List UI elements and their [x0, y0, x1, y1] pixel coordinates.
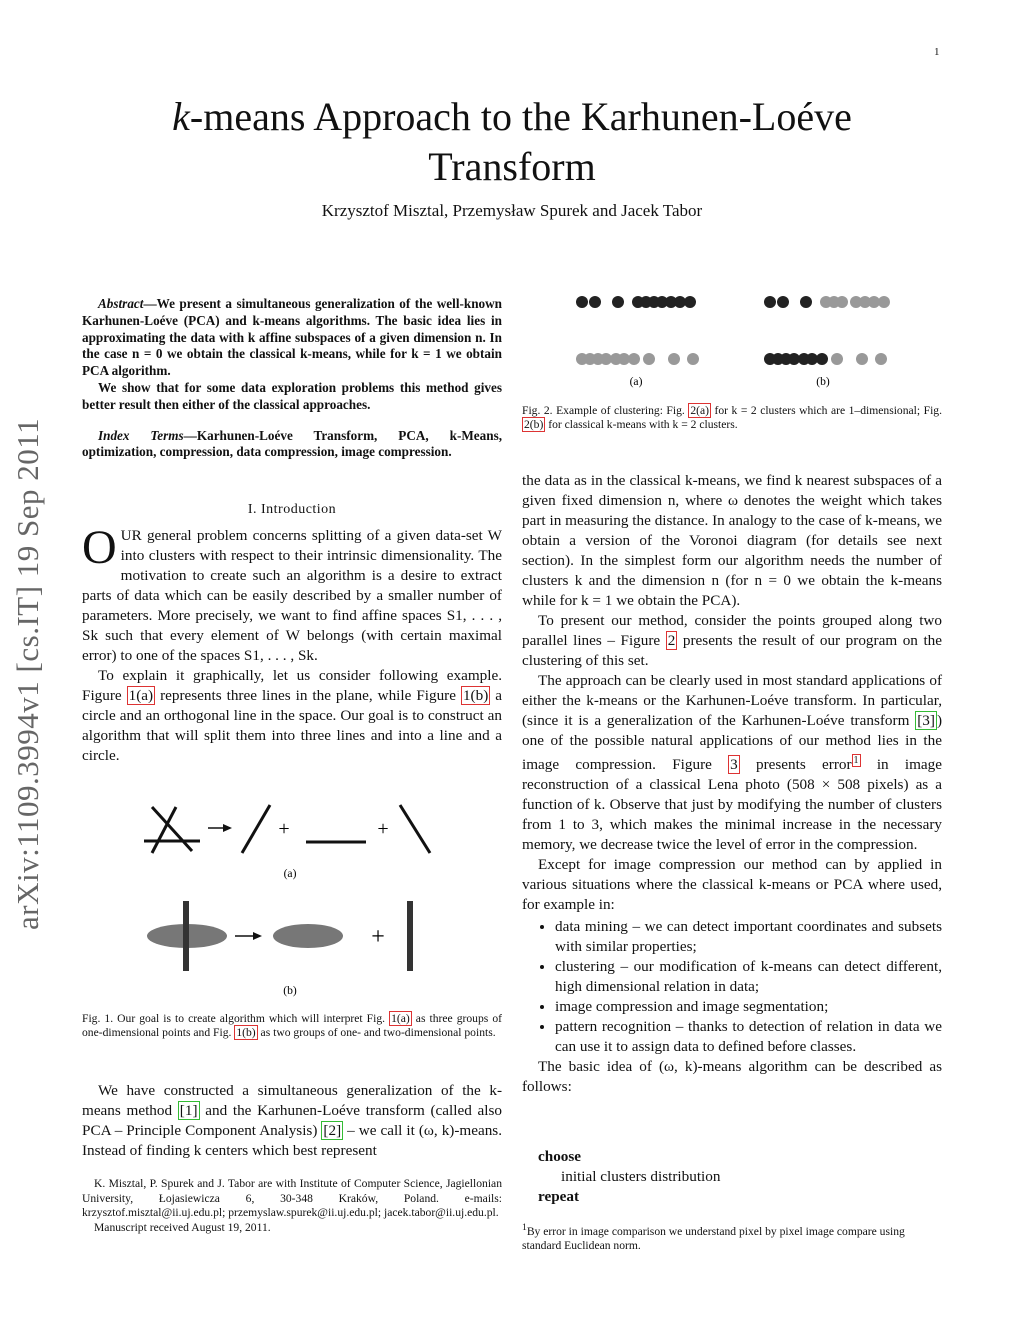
authors: Krzysztof Misztal, Przemysław Spurek and Jacek Tabor: [321, 201, 703, 220]
fig1a-arrow-head: [223, 824, 232, 832]
abstract-text-2: We show that for some data exploration problems this method gives better result then either of the classical approaches.: [82, 379, 502, 412]
fig1a-split-line-3: [400, 805, 430, 853]
fig1a-plus-2: +: [377, 818, 389, 840]
fig1-label-a: (a): [283, 867, 297, 880]
fig1b-plus: +: [371, 924, 385, 950]
fig-ref-1a[interactable]: 1(a): [128, 687, 154, 704]
intro-continued: [82, 1081, 502, 1161]
fig1a-split-line-1: [242, 805, 270, 853]
cont-text-b: and the Karhunen-Loéve transform (called also PCA – Principle Component Analysis): [82, 1102, 502, 1139]
list-item: • clustering – our modification of k-means can detect different, high dimensional relation in data;: [555, 957, 942, 997]
abstract: [82, 296, 502, 461]
figure-1: [140, 795, 460, 1005]
algo-choose: choose: [538, 1148, 582, 1165]
fig2-caption-text: Fig. 2. Example of clustering: Fig.: [522, 404, 689, 417]
cont-text-c: – we call it (ω, k)-means. Instead of finding k centers which best represent: [82, 1122, 502, 1159]
intro-paragraph-1: UR general problem concerns splitting of a given data-set W into clusters with respect to their intrinsic dimensionality. The motivation to create such an algorithm is a desire to extract parts of data which can be easily described by a smaller number of parameters. More precisely, we want to find affine spaces S1, . . . , Sk such that every element of W belongs (with certain maximal error) to one of the spaces S1, . . . , Sk.: [82, 527, 502, 664]
fig1-caption-text-c: as two groups of one- and two-dimensional points.: [257, 1026, 496, 1039]
footnote-1: [522, 1221, 942, 1254]
paper-title: [100, 92, 924, 192]
cont-text-a: We have constructed a simultaneous generalization of the k-means method: [82, 1082, 502, 1119]
intro-p2-text-c: a circle and an orthogonal line in the space. Our goal is to construct an algorithm that will split them into three lines and into a line and a circle.: [82, 687, 502, 764]
figure-2-caption: [522, 404, 942, 432]
figure-1-caption: [82, 1012, 502, 1040]
fig-ref-3[interactable]: 3: [730, 756, 738, 774]
algorithm-block: [538, 1147, 720, 1207]
arxiv-stamp: arXiv:1109.3994v1 [cs.IT] 19 Sep 2011: [10, 417, 45, 930]
page-number: 1: [934, 46, 940, 58]
fig1b-arrow-head: [253, 932, 262, 940]
intro-p2-text-b: represents three lines in the plane, while Figure: [155, 687, 461, 704]
fig2-caption-ref-2a[interactable]: 2(a): [690, 404, 709, 417]
footnote-ref-1[interactable]: 1: [853, 755, 859, 766]
fig1b-split-disc: [273, 924, 343, 948]
footnote-1-marker: 1: [522, 1222, 527, 1233]
applications-list: [522, 917, 942, 1057]
right-paragraph-1: the data as in the classical k-means, we find k nearest subspaces of a given fixed dimension n, where ω denotes the weight which takes part in measuring the distance. In analogy to the case of k-means, we obtain a version of the Voronoi diagram (for details see next section). In the simplest form our algorithm needs the number of clusters k and the dimension n (for n = 0 we obtain the k-means while for k = 1 we obtain the PCA).: [522, 472, 942, 609]
fig1a-plus-1: +: [278, 818, 290, 840]
right-p2-text-b: presents the result of our program on the clustering of this set.: [522, 632, 943, 669]
abstract-text: —We present a simultaneous generalization of the well-known Karhunen-Loéve (PCA) and k-means algorithms. The basic idea lies in approximating the data with k affine subspaces of a given dimension n. In the case n = 0 we obtain the classical k-means, while for k = 1 we obtain PCA algorithm.: [82, 296, 502, 379]
received-text: Manuscript received August 19, 2011.: [94, 1220, 271, 1234]
index-terms-label: Index Terms: [98, 427, 184, 443]
intro-p2-text: To explain it graphically, let us consider following example. Figure: [82, 667, 502, 704]
section-heading: I. Introduction: [247, 502, 337, 517]
fig1-label-b: (b): [283, 984, 297, 997]
fig2-label-a: (a): [629, 375, 643, 388]
cite-1[interactable]: [1]: [179, 1102, 198, 1119]
algo-line: initial clusters distribution: [561, 1168, 721, 1185]
right-p3-text-b: ) one of the possible natural applications of our method lies in the image compression. Figure: [522, 712, 942, 774]
fig1-caption-ref-1a[interactable]: 1(a): [391, 1012, 410, 1025]
fig2-caption-text-b: for k = 2 clusters which are 1–dimensional; Fig.: [710, 404, 942, 417]
right-paragraph-4: Except for image compression our method can by applied in various situations where the classical k-means or PCA where used, for example in:: [522, 856, 942, 914]
algo-repeat: repeat: [538, 1188, 580, 1205]
fig1b-orthogonal-line: [183, 901, 189, 971]
fig2-caption-ref-2b[interactable]: 2(b): [524, 418, 544, 431]
introduction: [82, 521, 502, 766]
title-line2: Transform: [428, 144, 596, 189]
cite-3[interactable]: [3]: [917, 712, 935, 729]
figure-2: [574, 292, 904, 392]
fig1b-split-line: [407, 901, 413, 971]
list-item: • data mining – we can detect important coordinates and subsets with similar properties;: [555, 917, 942, 957]
affiliation-text: K. Misztal, P. Spurek and J. Tabor are with Institute of Computer Science, Jagiellonian University, Łojasiewicza 6, 30-348 Kraków, Poland. e-mails: krzysztof.misztal@ii.uj.edu.pl; przemyslaw.spurek@ii.uj.edu.pl; jacek.tabor@ii.uj.edu.pl.: [82, 1177, 502, 1220]
drop-cap: O: [82, 521, 117, 574]
title-k: k: [172, 94, 190, 139]
abstract-label: Abstract: [98, 296, 144, 311]
right-p3-text-d: in image reconstruction of a classical Lena photo (508 × 508 pixels) as a function of k. Observe that just by modifying the number of clusters from 1 to 3, which makes the minimal increase in the necessary memory, we decrease twice the level of error in the compression.: [522, 756, 943, 854]
fig1-caption-ref-1b[interactable]: 1(b): [236, 1026, 256, 1039]
footnote-1-text: By error in image comparison we understand pixel by pixel image compare using standard Euclidean norm.: [522, 1224, 905, 1253]
fig1-caption-text-b: as three groups of one-dimensional points and Fig.: [82, 1012, 502, 1039]
title-line1: -means Approach to the Karhunen-Loéve: [189, 94, 852, 139]
fig1-caption-text: Fig. 1. Our goal is to create algorithm which will interpret Fig.: [82, 1012, 390, 1025]
right-p3-text-c: presents error: [739, 756, 852, 774]
list-item: • image compression and image segmentation;: [555, 997, 942, 1017]
cite-2[interactable]: [2]: [323, 1122, 342, 1139]
right-column: [522, 471, 942, 1097]
fig2-caption-text-c: for classical k-means with k = 2 clusters.: [545, 418, 738, 431]
right-p2-text: To present our method, consider the points grouped along two parallel lines – Figure: [522, 612, 942, 649]
right-paragraph-5: The basic idea of (ω, k)-means algorithm can be described as follows:: [522, 1058, 942, 1096]
right-p3-text: The approach can be clearly used in most standard applications of either the k-means or the Karhunen-Loéve transform. In particular, (since it is a generalization of the Karhunen-Loéve transform: [522, 672, 942, 729]
affiliation-footnote: [82, 1177, 502, 1235]
list-item: • pattern recognition – thanks to detection of relation in data we can use it to assign data to defined before classes.: [555, 1017, 942, 1057]
fig2a-dots: [576, 296, 699, 365]
fig-ref-2[interactable]: 2: [667, 632, 676, 649]
fig2-label-b: (b): [816, 375, 830, 388]
fig2b-dots: [764, 296, 890, 365]
fig-ref-1b[interactable]: 1(b): [462, 687, 489, 704]
index-terms-text: —Karhunen-Loéve Transform, PCA, k-Means, optimization, compression, data compression, image compression.: [82, 427, 502, 460]
